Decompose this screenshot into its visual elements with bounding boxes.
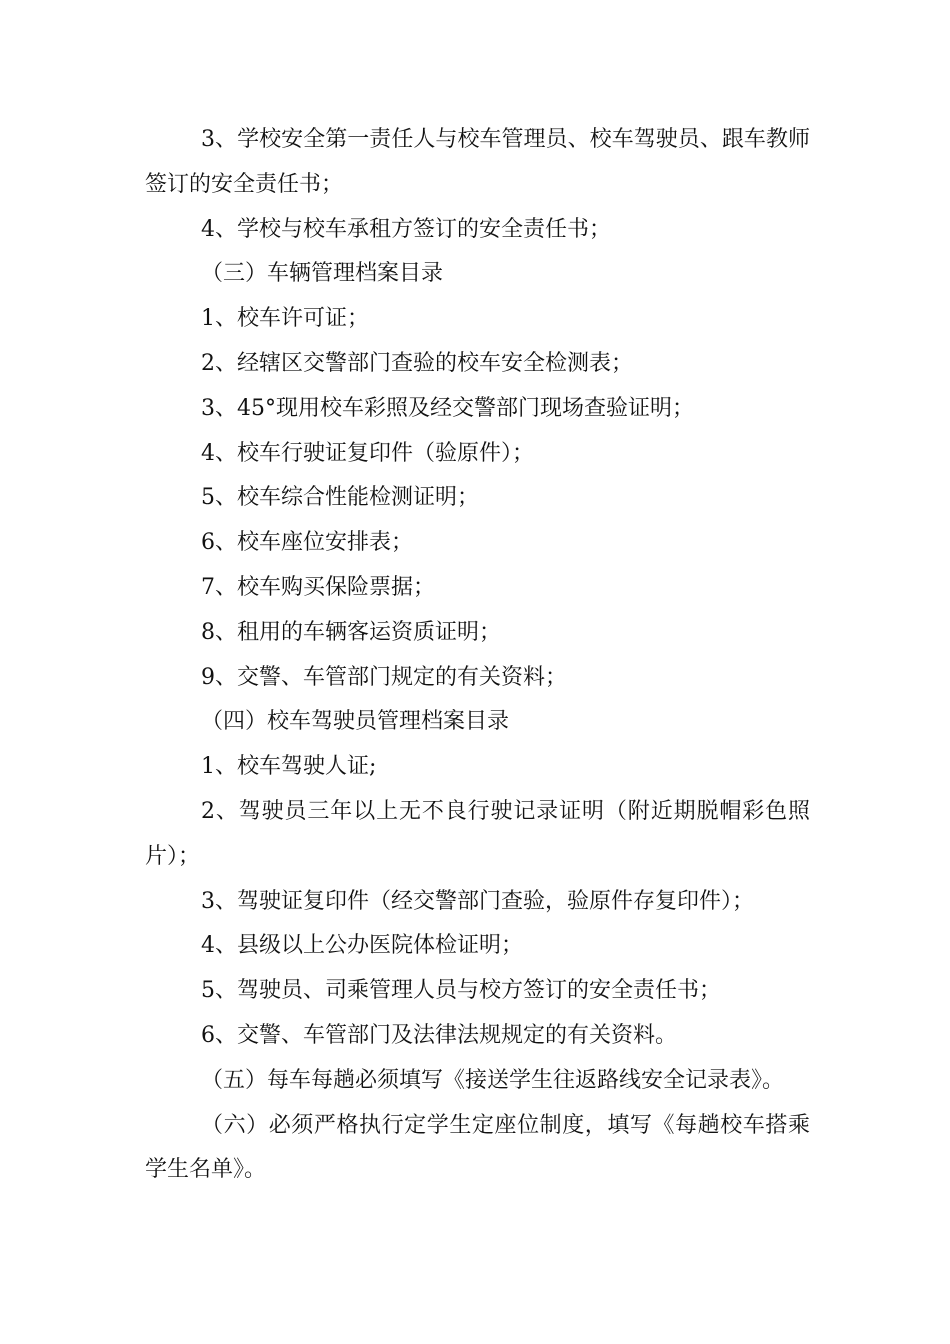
list-item: 4、县级以上公办医院体检证明； bbox=[201, 933, 523, 959]
section-heading-vehicle-archive: （三）车辆管理档案目录 bbox=[201, 261, 444, 287]
list-item: 9、交警、车管部门规定的有关资料； bbox=[201, 664, 567, 690]
section-heading-driver-archive: （四）校车驾驶员管理档案目录 bbox=[201, 709, 510, 735]
list-item: 1、校车驾驶人证; bbox=[201, 754, 377, 780]
list-item: 1、校车许可证； bbox=[201, 306, 369, 332]
list-item: 4、校车行驶证复印件（验原件）； bbox=[201, 440, 534, 466]
section-seat-assignment: （六）必须严格执行定学生定座位制度，填写《每趟校车搭乘学生名单》。 bbox=[145, 1112, 810, 1183]
list-item: 6、校车座位安排表； bbox=[201, 530, 413, 556]
list-item: 6、交警、车管部门及法律法规规定的有关资料。 bbox=[201, 1022, 677, 1048]
document-body bbox=[145, 118, 810, 1193]
list-item: 8、租用的车辆客运资质证明； bbox=[201, 619, 501, 645]
list-item: 3、45°现用校车彩照及经交警部门现场查验证明； bbox=[201, 395, 694, 421]
list-item: 3、驾驶证复印件（经交警部门查验，验原件存复印件）； bbox=[201, 888, 754, 914]
list-item: 5、校车综合性能检测证明； bbox=[201, 485, 479, 511]
section-route-record: （五）每车每趟必须填写《接送学生往返路线安全记录表》。 bbox=[201, 1067, 785, 1093]
paragraph-safety-agreement-lessor: 4、学校与校车承租方签订的安全责任书； bbox=[201, 216, 611, 242]
list-item: 2、驾驶员三年以上无不良行驶记录证明（附近期脱帽彩色照片）； bbox=[145, 798, 810, 869]
list-item: 7、校车购买保险票据； bbox=[201, 574, 435, 600]
paragraph-safety-agreement-staff: 3、学校安全第一责任人与校车管理员、校车驾驶员、跟车教师签订的安全责任书； bbox=[145, 127, 810, 197]
list-item: 5、驾驶员、司乘管理人员与校方签订的安全责任书； bbox=[201, 978, 721, 1004]
list-item: 2、经辖区交警部门查验的校车安全检测表； bbox=[201, 350, 633, 376]
